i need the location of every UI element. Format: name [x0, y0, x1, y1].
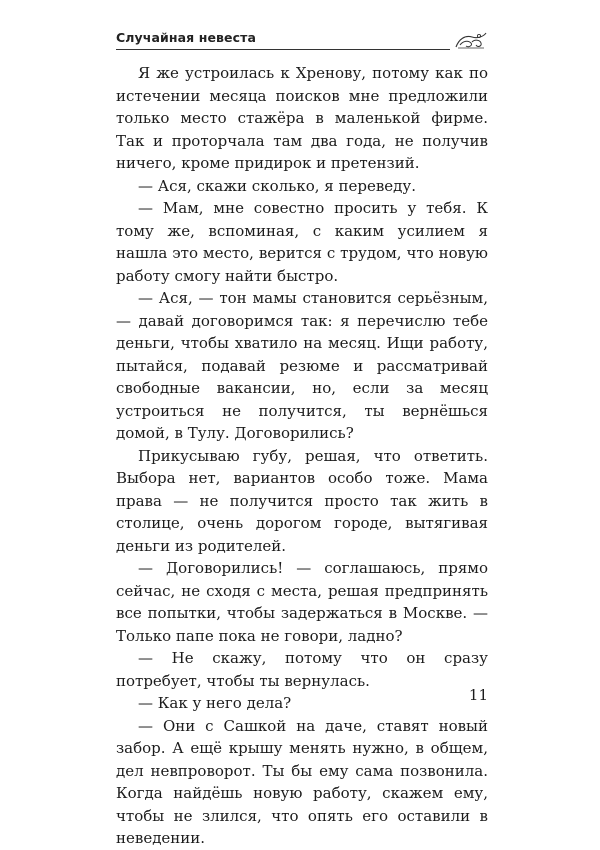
running-head-rule: [116, 49, 450, 50]
paragraph: — Они с Сашкой на даче, ставят новый забор. А ещё крышу менять нужно, в общем, дел невпроворот. Ты бы ему сама позвонила. Когда найдёшь новую работу, скажем ему, чтобы не злился, что опять его оставили в неведении.: [116, 716, 488, 847]
decorative-ornament-icon: [454, 31, 488, 51]
running-head-title: Случайная невеста: [116, 30, 256, 45]
page-number: 11: [468, 686, 488, 704]
paragraph: — Ася, — тон мамы становится серьёзным, — давай договоримся так: я перечислю тебе деньги, чтобы хватило на месяц. Ищи работу, пытайся, подавай резюме и рассматривай свободные вакансии, но, если за месяц устроиться не получится, ты вернёшься домой, в Тулу. Договорились?: [116, 289, 488, 442]
paragraph: — Не скажу, потому что он сразу потребует, чтобы ты вернулась.: [116, 649, 488, 690]
paragraph: — Мам, мне совестно просить у тебя. К тому же, вспоминая, с каким усилием я нашла это место, верится с трудом, что новую работу смогу найти быстро.: [116, 199, 488, 285]
paragraph: Прикусываю губу, решая, что ответить. Выбора нет, вариантов особо тоже. Мама права — не получится просто так жить в столице, очень дорогом городе, вытягивая деньги из родителей.: [116, 446, 488, 555]
paragraph: — Как у него дела?: [138, 694, 292, 712]
running-head: [116, 30, 488, 52]
paragraph: — Договорились! — соглашаюсь, прямо сейчас, не сходя с места, решая предпринять все попытки, чтобы задержаться в Москве. — Только папе пока не говори, ладно?: [116, 559, 488, 645]
body-text: [116, 62, 488, 850]
paragraph: — Ася, скажи сколько, я переведу.: [138, 176, 416, 195]
paragraph: Я же устроилась к Хренову, потому как по истечении месяца поисков мне предложили только место стажёра в маленькой фирме. Так и проторчала там два года, не получив ничего, кроме придирок и претензий.: [116, 64, 488, 172]
